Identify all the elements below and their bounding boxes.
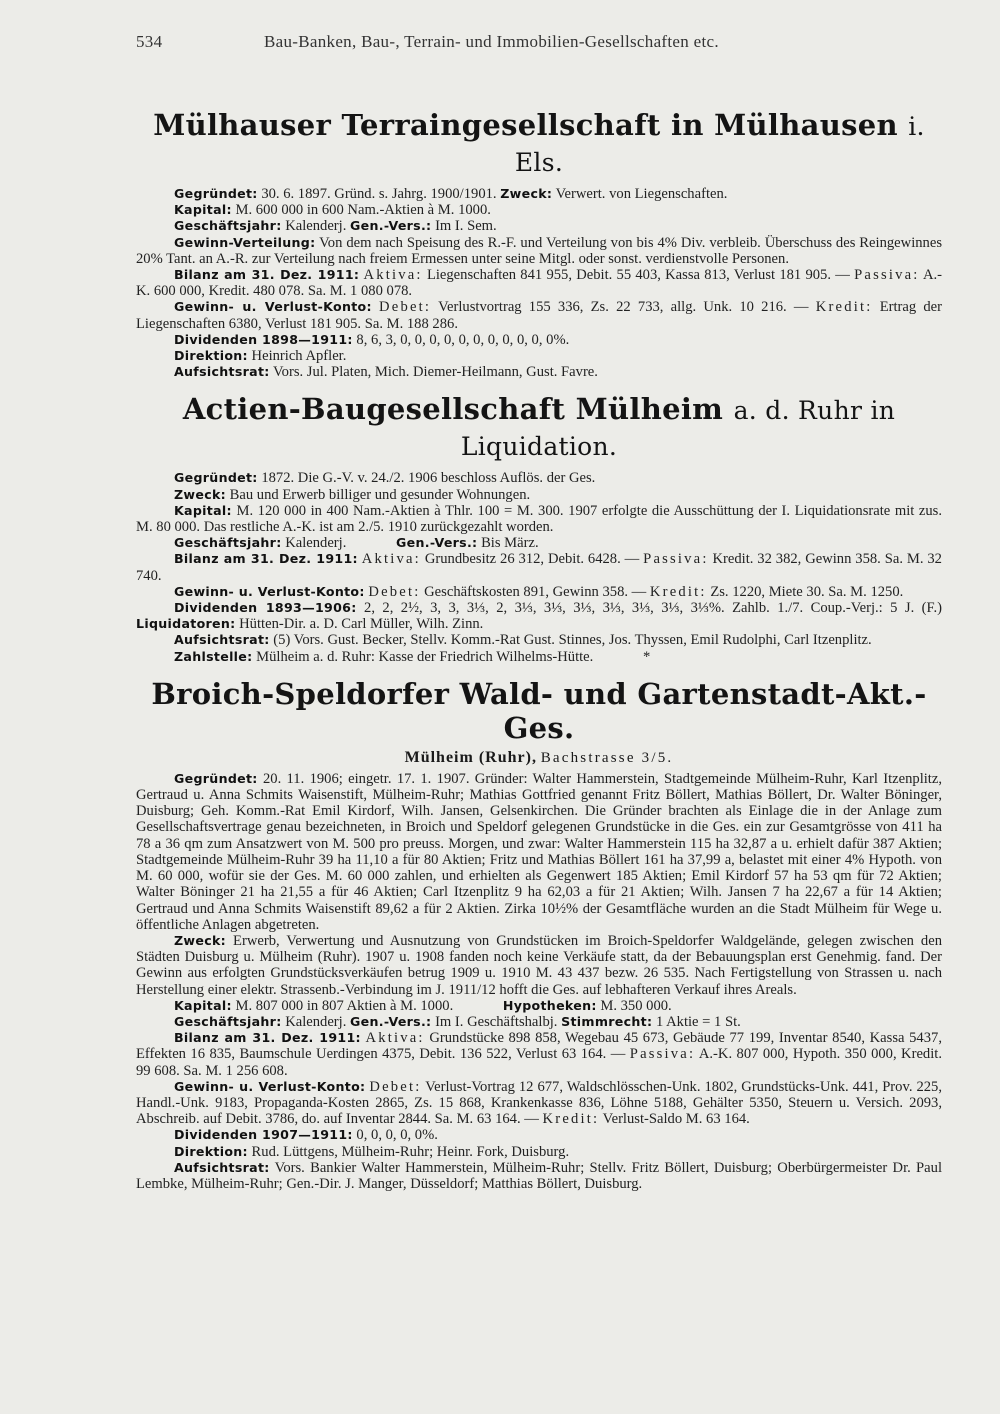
value-bilanz-aktiva: Grundstücke 898 858, Wegebau 45 673, Gebäude 77 199, Inventar 8540, Kassa 5437, Effekten 16 835, Baumschule Uerdingen 4375, Debit. 136 522, Verlust 63 164. —: [136, 1030, 942, 1063]
company-entry-muelhauser: [136, 108, 942, 380]
value-gegruendet: 30. 6. 1897. Gründ. s. Jahrg. 1900/1901.: [261, 186, 497, 202]
kapital-line: [136, 202, 942, 218]
company-subtitle: [136, 749, 942, 767]
gegruendet-line: [136, 771, 942, 933]
value-guv-kredit: Zs. 1220, Miete 30. Sa. M. 1250.: [710, 583, 904, 600]
guv-line: [136, 299, 942, 331]
value-geschaeftsjahr: Kalenderj.: [285, 535, 347, 552]
zweck-line: [136, 487, 942, 503]
value-direktion: Heinrich Apfler.: [251, 348, 347, 365]
kapital-line: [136, 503, 942, 535]
label-gegruendet: Gegründet:: [174, 186, 258, 201]
label-zahlstelle: Zahlstelle:: [174, 648, 253, 664]
value-liquidatoren: Hütten-Dir. a. D. Carl Müller, Wilh. Zinn.: [239, 616, 484, 633]
label-geschaeftsjahr: Geschäftsjahr:: [174, 535, 282, 551]
guv-line: [136, 584, 942, 600]
label-geschaeftsjahr: Geschäftsjahr:: [174, 218, 282, 234]
guv-line: [136, 1079, 942, 1128]
zahlstelle-line: [136, 649, 942, 665]
value-aufsichtsrat: Vors. Bankier Walter Hammerstein, Mülheim-Ruhr; Stellv. Fritz Böllert, Duisburg; Oberbürgermeister Dr. Paul Lembke, Mülheim-Ruhr; Gen.-Dir. J. Manger, Düsseldorf; Matthias Böllert, Duisburg.: [136, 1159, 942, 1192]
company-address: Bachstrasse 3/5.: [540, 749, 674, 766]
value-bilanz-passiva: Kredit. 32 382, Gewinn 358. Sa. M. 32 740.: [136, 551, 942, 584]
aktiva-word: Aktiva:: [363, 267, 423, 284]
value-gegruendet: 20. 11. 1906; eingetr. 17. 1. 1907. Gründer: Walter Hammerstein, Stadtgemeinde Mülheim-Ruhr, Karl Itzenplitz, Gertraud u. Anna Schmits Waisenstift, Mülheim-Ruhr; Mathias Gottfried genannt Fritz Böllert, Mathias Böllert, Dr. Walter Böninger, Duisburg; Geh. Komm.-Rat Emil Kirdorf, Wilh. Jansen, Gelsenkirchen. Die Gründer brachten als Einlage die in der Anlage zum Gesellschaftsvertrage genau bezeichneten, in Broich und Speldorf gelegenen Grundstücke in die Ges. ein zur Gesamtgrösse von 411 ha 78 a 36 qm zum Ansatzwert von M. 500 pro preuss. Morgen, und zwar: Walter Hammerstein 115 ha 32,87 a u. erhielt dafür 387 Aktien; Stadtgemeinde Mülheim-Ruhr 39 ha 11,10 a für 80 Aktien; Fritz und Mathias Böllert 161 ha 37,99 a, belastet mit einer 4% Hypoth. von M. 60 000, wofür sie der Ges. M. 60 000 zahlen, und erhielten als Gegenwert 185 Aktien; Emil Kirdorf 57 ha 53 qm für 72 Aktien; Walter Böninger 21 ha 21,55 a für 46 Aktien; Carl Itzenplitz 9 ha 62,03 a für 21 Aktien; Wilh. Jansen 7 ha 22,67 a für 14 Aktien; Gertraud und Anna Schmits Waisenstift 89,62 a für 2 Aktien. Zirka 10½% der Gesamtfläche wurden an die Stadt Mülheim für Wege u. öffentliche Anlagen abgetreten.: [136, 770, 942, 933]
company-title: [136, 108, 942, 180]
value-kapital: M. 120 000 in 400 Nam.-Aktien à Thlr. 100 = M. 300. 1907 erfolgte die Ausschüttung der I. Liquidationsrate mit zus. M. 80 000. Das restliche A.-K. ist am 2./5. 1910 zurückgezahlt worden.: [136, 502, 942, 536]
label-genvers: Gen.-Vers.:: [350, 1013, 432, 1029]
debet-word: Debet:: [369, 1078, 422, 1095]
aktiva-word: Aktiva:: [361, 551, 421, 568]
value-genvers: Im I. Geschäftshalbj.: [435, 1013, 558, 1030]
aufsichtsrat-line: [136, 632, 942, 648]
label-kapital: Kapital:: [174, 502, 232, 518]
company-entry-broich-speldorfer: [136, 677, 942, 1192]
kredit-word: Kredit:: [542, 1111, 600, 1128]
value-direktion: Rud. Lüttgens, Mülheim-Ruhr; Heinr. Fork, Duisburg.: [251, 1143, 570, 1160]
label-direktion: Direktion:: [174, 348, 248, 364]
gegruendet-line: [136, 470, 942, 486]
company-name-suffix: a. d. Ruhr in Liquidation.: [460, 396, 896, 462]
company-entry-actien-baugesellschaft: [136, 392, 942, 664]
bilanz-line: [136, 551, 942, 583]
debet-word: Debet:: [379, 299, 432, 316]
value-geschaeftsjahr: Kalenderj.: [285, 218, 347, 235]
label-stimmrecht: Stimmrecht:: [561, 1013, 653, 1029]
running-head: [136, 32, 942, 62]
value-guv-debet: Verlust-Vortrag 12 677, Waldschlösschen-Unk. 1802, Grundstücks-Unk. 441, Prov. 225, Handl.-Unk. 9183, Propaganda-Kosten 2865, Zs. 15 868, Krankenkasse 836, Löhne 5188, Gehälter 5350, Steuern u. Versich. 2093, Abschreib. auf Debit. 3786, do. auf Inventar 2844. Sa. M. 63 164. —: [136, 1078, 942, 1128]
value-geschaeftsjahr: Kalenderj.: [285, 1013, 347, 1030]
label-geschaeftsjahr: Geschäftsjahr:: [174, 1013, 282, 1029]
value-zweck: Verwert. von Liegenschaften.: [555, 186, 728, 202]
gewinn-verteilung-line: [136, 235, 942, 267]
label-zweck: Zweck:: [174, 486, 226, 502]
label-genvers: Gen.-Vers.:: [396, 535, 478, 551]
value-genvers: Bis März.: [481, 535, 539, 552]
value-bilanz-passiva: A.-K. 600 000, Kredit. 480 078. Sa. M. 1 080 078.: [136, 267, 943, 300]
geschaeftsjahr-line: [136, 1014, 942, 1030]
kapital-line: [136, 998, 942, 1014]
label-kapital: Kapital:: [174, 202, 232, 218]
running-head-title: Bau-Banken, Bau-, Terrain- und Immobilien-Gesellschaften etc.: [264, 32, 719, 51]
value-zweck: Bau und Erwerb billiger und gesunder Wohnungen.: [229, 486, 531, 503]
label-guv: Gewinn- u. Verlust-Konto:: [174, 583, 365, 599]
value-genvers: Im I. Sem.: [435, 218, 497, 235]
geschaeftsjahr-line: [136, 218, 942, 234]
passiva-word: Passiva:: [643, 551, 709, 568]
label-liquidatoren: Liquidatoren:: [136, 616, 236, 632]
passiva-word: Passiva:: [629, 1046, 696, 1063]
value-guv-kredit: Ertrag der Liegenschaften 6380, Verlust 181 905. Sa. M. 188 286.: [136, 299, 943, 332]
label-genvers: Gen.-Vers.:: [350, 218, 432, 234]
label-dividenden: Dividenden 1893—1906:: [174, 600, 357, 616]
label-dividenden: Dividenden 1898—1911:: [174, 331, 353, 347]
value-bilanz-aktiva: Grundbesitz 26 312, Debit. 6428. —: [424, 551, 640, 568]
company-name: Mülhauser Terraingesellschaft in Mülhausen: [153, 108, 898, 142]
company-title: [136, 392, 942, 464]
company-name-suffix: i. Els.: [514, 112, 925, 177]
label-kapital: Kapital:: [174, 997, 232, 1013]
label-aufsichtsrat: Aufsichtsrat:: [174, 364, 270, 380]
label-aufsichtsrat: Aufsichtsrat:: [174, 1159, 270, 1175]
label-bilanz: Bilanz am 31. Dez. 1911:: [174, 267, 360, 283]
label-gegruendet: Gegründet:: [174, 770, 258, 786]
asterisk-mark: *: [642, 648, 651, 665]
gegruendet-line: [136, 186, 942, 202]
bilanz-line: [136, 1030, 942, 1079]
value-dividenden: 2, 2, 2½, 3, 3, 3⅓, 2, 3⅓, 3⅓, 3⅓, 3⅓, 3⅓, 3⅓, 3⅓%. Zahlb. 1./7. Coup.-Verj.: 5 J. (F.): [364, 600, 942, 617]
value-guv-kredit: Verlust-Saldo M. 63 164.: [602, 1111, 750, 1128]
kredit-word: Kredit:: [815, 299, 873, 316]
value-aufsichtsrat: (5) Vors. Gust. Becker, Stellv. Komm.-Rat Gust. Stinnes, Jos. Thyssen, Emil Rudolphi, Carl Itzenplitz.: [273, 632, 872, 649]
label-gegruendet: Gegründet:: [174, 470, 258, 486]
label-guv: Gewinn- u. Verlust-Konto:: [174, 299, 372, 315]
value-dividenden: 8, 6, 3, 0, 0, 0, 0, 0, 0, 0, 0, 0, 0, 0%.: [356, 331, 570, 348]
label-hypotheken: Hypotheken:: [502, 997, 597, 1013]
geschaeftsjahr-line: [136, 535, 942, 551]
value-kapital: M. 807 000 in 807 Aktien à M. 1000.: [235, 997, 454, 1014]
value-guv-debet: Geschäftskosten 891, Gewinn 358. —: [424, 583, 647, 600]
zweck-line: [136, 933, 942, 998]
direktion-line: [136, 1144, 942, 1160]
aufsichtsrat-line: [136, 364, 942, 380]
label-direktion: Direktion:: [174, 1143, 248, 1159]
label-bilanz: Bilanz am 31. Dez. 1911:: [174, 1030, 361, 1046]
value-stimmrecht: 1 Aktie = 1 St.: [655, 1013, 741, 1030]
value-dividenden: 0, 0, 0, 0, 0%.: [356, 1127, 438, 1144]
label-guv: Gewinn- u. Verlust-Konto:: [174, 1078, 366, 1094]
value-gegruendet: 1872. Die G.-V. v. 24./2. 1906 beschloss Auflös. der Ges.: [261, 470, 596, 487]
value-zahlstelle: Mülheim a. d. Ruhr: Kasse der Friedrich Wilhelms-Hütte.: [256, 648, 594, 665]
value-zweck: Erwerb, Verwertung und Ausnutzung von Grundstücken im Broich-Speldorfer Waldgelände, gelegen zwischen den Städten Duisburg u. Mülheim (Ruhr). 1907 u. 1908 fanden noch keine Verkäufe statt, da der Bebauungsplan erst Genehmig. fand. Der Gewinn aus erfolgten Grundstücksverkäufen betrug 1909 u. 1910 M. 43 437 bezw. 26 535. Nach Fertigstellung von Strassen u. nach Herstellung einer elektr. Strassenb.-Verbindung im J. 1911/12 hofft die Ges. auf lebhafteren Verkauf ihres Areals.: [136, 932, 942, 998]
page-number: 534: [136, 32, 163, 51]
label-zweck: Zweck:: [500, 186, 553, 201]
bilanz-line: [136, 267, 942, 299]
value-guv-debet: Verlustvortrag 155 336, Zs. 22 733, allg. Unk. 10 216. —: [438, 299, 809, 316]
value-bilanz-passiva: A.-K. 807 000, Hypoth. 350 000, Kredit. 99 608. Sa. M. 1 256 608.: [136, 1046, 942, 1079]
company-name: Broich-Speldorfer Wald- und Gartenstadt-Akt.-Ges.: [151, 676, 927, 745]
dividenden-line: [136, 600, 942, 632]
label-dividenden: Dividenden 1907—1911:: [174, 1127, 353, 1143]
company-title: [136, 677, 942, 745]
dividenden-line: [136, 1127, 942, 1143]
passiva-word: Passiva:: [854, 267, 920, 284]
value-gewinn-verteilung: Von dem nach Speisung des R.-F. und Verteilung von bis 4% Div. verbleib. Überschuss des Reingewinnes 20% Tant. an A.-R. zur Verteilung nach freiem Ermessen unter seine Mitgl. oder sonst. verdienstvolle Personen.: [136, 234, 942, 267]
label-gewinn-verteilung: Gewinn-Verteilung:: [174, 234, 316, 250]
value-kapital: M. 600 000 in 600 Nam.-Aktien à M. 1000.: [235, 202, 491, 219]
label-aufsichtsrat: Aufsichtsrat:: [174, 632, 270, 648]
direktion-line: [136, 348, 942, 364]
value-aufsichtsrat: Vors. Jul. Platen, Mich. Diemer-Heilmann, Gust. Favre.: [273, 364, 598, 381]
aktiva-word: Aktiva:: [365, 1030, 425, 1047]
company-place: Mülheim (Ruhr),: [404, 748, 537, 766]
dividenden-line: [136, 332, 942, 348]
company-name: Actien-Baugesellschaft Mülheim: [182, 392, 724, 427]
value-hypotheken: M. 350 000.: [600, 997, 672, 1014]
label-zweck: Zweck:: [174, 932, 226, 948]
value-bilanz-aktiva: Liegenschaften 841 955, Debit. 55 403, Kassa 813, Verlust 181 905. —: [426, 267, 850, 284]
label-bilanz: Bilanz am 31. Dez. 1911:: [174, 551, 358, 567]
debet-word: Debet:: [368, 583, 421, 600]
kredit-word: Kredit:: [649, 583, 707, 600]
aufsichtsrat-line: [136, 1160, 942, 1192]
